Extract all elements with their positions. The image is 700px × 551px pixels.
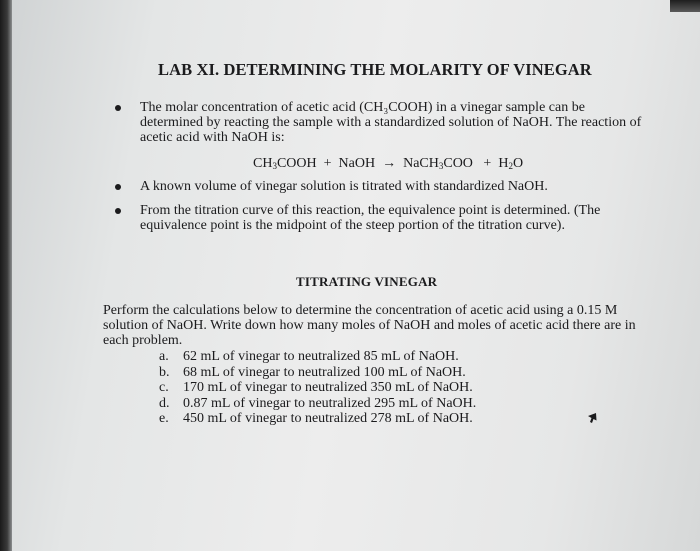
reaction-arrow-icon: → — [382, 156, 397, 171]
instructions-paragraph: Perform the calculations below to determine the concentration of acetic acid using a 0.15 M solution of NaOH. Write down how many moles of NaOH and moles of acetic acid there are in each problem. — [103, 303, 636, 348]
list-item — [159, 380, 476, 396]
bullet-item — [110, 100, 650, 145]
bullet-dot-icon — [115, 105, 121, 111]
problem-label: d. — [159, 395, 170, 411]
problem-text: 450 mL of vinegar to neutralized 278 mL of NaOH. — [183, 411, 473, 427]
bullet-item — [110, 203, 650, 233]
bullet-text: The molar concentration of acetic acid (CH₃COOH) in a vinegar sample can be determined by reacting the sample with a standardized solution of NaOH. The reaction of acetic acid with NaOH is: — [140, 100, 642, 145]
problem-label: c. — [159, 380, 169, 396]
problem-text: 68 mL of vinegar to neutralized 100 mL of NaOH. — [183, 364, 466, 380]
bullet-item — [110, 179, 548, 194]
bullet-text: From the titration curve of this reaction, the equivalence point is determined. (The equivalence point is the midpoint of the steep portion of the titration curve). — [140, 203, 601, 233]
document-title: LAB XI. DETERMINING THE MOLARITY OF VINEGAR — [158, 60, 592, 79]
reaction-equation: $CH_3COOH$ + NaOH → NaCH$_3$COO + $H_2O$ — [253, 156, 524, 171]
problem-label: b. — [159, 364, 170, 380]
list-item — [159, 411, 476, 427]
problem-list — [159, 349, 476, 427]
mouse-pointer-icon — [586, 412, 598, 424]
section-heading: TITRATING VINEGAR — [296, 274, 438, 289]
problem-label: a. — [159, 349, 169, 364]
list-item — [159, 365, 476, 381]
bullet-dot-icon — [115, 184, 121, 190]
problem-label: e. — [159, 411, 169, 427]
problem-text: 62 mL of vinegar to neutralized 85 mL of NaOH. — [183, 349, 459, 364]
bullet-text: A known volume of vinegar solution is titrated with standardized NaOH. — [140, 179, 548, 194]
bullet-dot-icon — [115, 208, 121, 214]
list-item — [159, 396, 476, 412]
problem-text: 0.87 mL of vinegar to neutralized 295 mL of NaOH. — [183, 395, 477, 411]
list-item — [159, 349, 476, 365]
problem-text: 170 mL of vinegar to neutralized 350 mL of NaOH. — [183, 380, 473, 396]
